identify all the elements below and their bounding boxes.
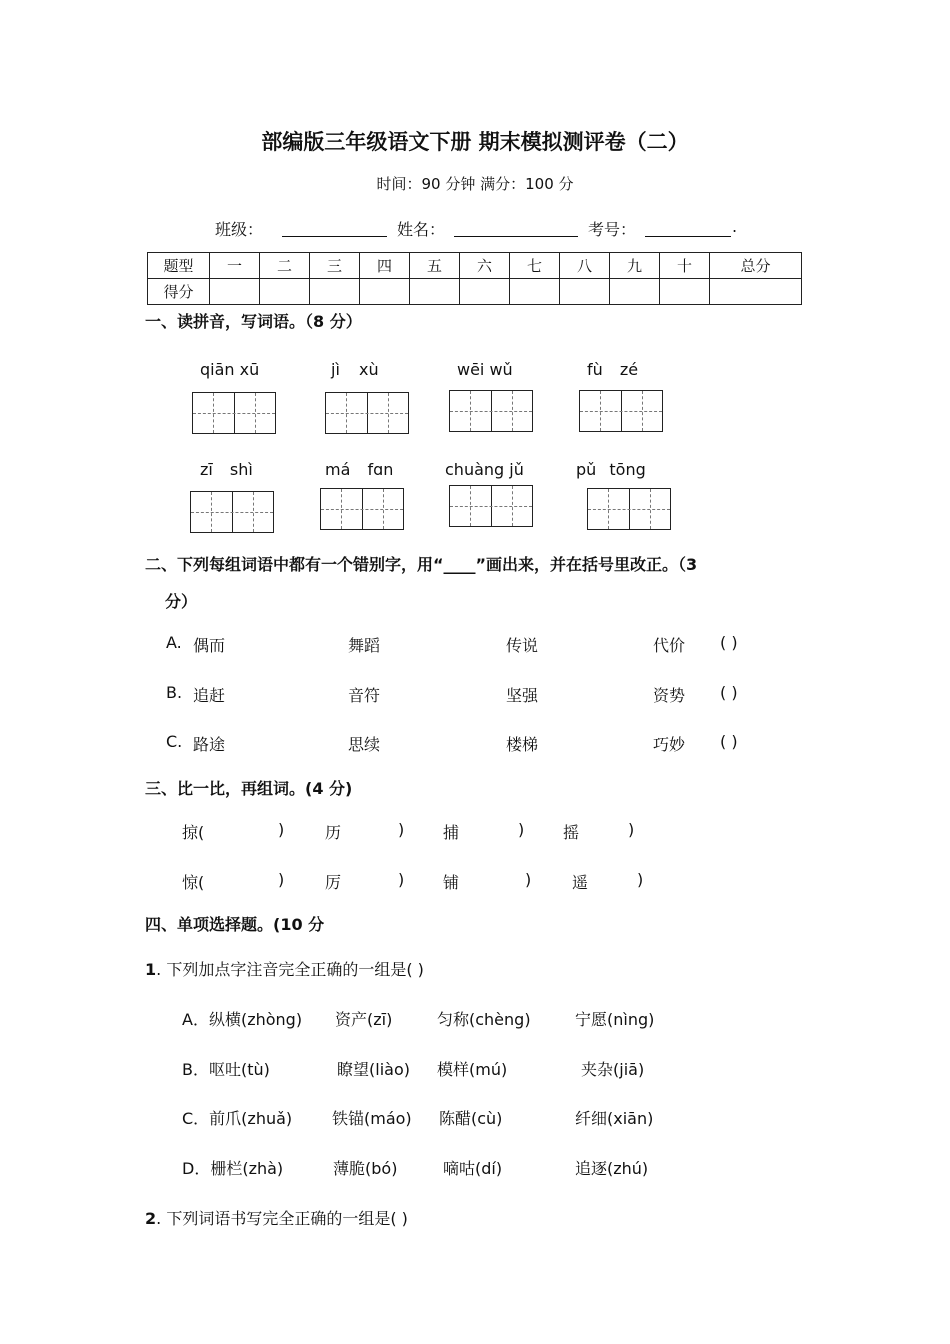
table-cell: 六 bbox=[460, 253, 510, 279]
table-cell: 一 bbox=[210, 253, 260, 279]
score-cell[interactable] bbox=[260, 279, 310, 305]
answer-blank[interactable]: ( ) bbox=[720, 633, 738, 652]
word: 坚强 bbox=[506, 686, 539, 705]
writing-grid[interactable] bbox=[192, 392, 276, 434]
char-prompt: 铺 bbox=[443, 873, 460, 892]
char-prompt: 遥 bbox=[572, 873, 589, 892]
name-field[interactable] bbox=[454, 236, 578, 237]
answer-blank[interactable]: ( ) bbox=[720, 683, 738, 702]
word: 巧妙 bbox=[653, 735, 686, 754]
pinyin-label: chuàng jǔ bbox=[445, 460, 524, 479]
pinyin-label: wēi wǔ bbox=[457, 360, 513, 379]
table-cell: 四 bbox=[360, 253, 410, 279]
score-cell[interactable] bbox=[710, 279, 802, 305]
char-prompt: 掠( bbox=[182, 823, 205, 842]
choice-word: 薄脆(bó) bbox=[333, 1159, 398, 1178]
question-1 bbox=[145, 957, 424, 980]
table-cell: 二 bbox=[260, 253, 310, 279]
char-prompt: 历 bbox=[325, 823, 342, 842]
score-cell[interactable] bbox=[510, 279, 560, 305]
section-4-heading: 四、单项选择题。(10 分 bbox=[145, 915, 325, 934]
table-cell: 题型 bbox=[148, 253, 210, 279]
word: 音符 bbox=[348, 686, 381, 705]
score-table bbox=[147, 252, 802, 305]
writing-grid[interactable] bbox=[320, 488, 404, 530]
pinyin-label: fù zé bbox=[587, 360, 639, 379]
paren-close: ) bbox=[628, 820, 635, 839]
choice-word: 资产(zī) bbox=[335, 1010, 393, 1029]
question-number: 2 bbox=[145, 1209, 157, 1228]
section-2-heading-cont: 分） bbox=[165, 592, 198, 611]
option-label: B. bbox=[166, 683, 183, 702]
number-field[interactable] bbox=[645, 236, 731, 237]
question-text: . 下列词语书写完全正确的一组是( ) bbox=[156, 1209, 408, 1228]
number-label: 考号： bbox=[588, 220, 637, 239]
word: 路途 bbox=[193, 735, 226, 754]
score-cell[interactable] bbox=[310, 279, 360, 305]
section-1-heading: 一、读拼音，写词语。（8 分） bbox=[145, 312, 362, 331]
choice-word: 铁锚(máo) bbox=[332, 1109, 412, 1128]
paren-close: ) bbox=[518, 820, 525, 839]
writing-grid[interactable] bbox=[587, 488, 671, 530]
word: 偶而 bbox=[193, 636, 226, 655]
choice-word: 瞭望(liào) bbox=[337, 1060, 410, 1079]
choice-option[interactable]: B．呕吐(tù) bbox=[182, 1060, 270, 1079]
score-cell[interactable] bbox=[610, 279, 660, 305]
pinyin-label: má fɑn bbox=[325, 460, 394, 479]
choice-word: 纤细(xiān) bbox=[575, 1109, 654, 1128]
paren-close: ) bbox=[525, 870, 532, 889]
table-cell: 得分 bbox=[148, 279, 210, 305]
word: 追赶 bbox=[193, 686, 226, 705]
choice-option[interactable]: D．栅栏(zhà) bbox=[182, 1159, 284, 1178]
table-cell: 三 bbox=[310, 253, 360, 279]
table-cell: 总分 bbox=[710, 253, 802, 279]
choice-word: 陈醋(cù) bbox=[439, 1109, 503, 1128]
writing-grid[interactable] bbox=[190, 491, 274, 533]
writing-grid[interactable] bbox=[325, 392, 409, 434]
score-cell[interactable] bbox=[410, 279, 460, 305]
pinyin-label: zī shì bbox=[200, 460, 253, 479]
choice-option[interactable]: A．纵横(zhòng) bbox=[182, 1010, 303, 1029]
word: 思续 bbox=[348, 735, 381, 754]
class-field[interactable] bbox=[282, 236, 387, 237]
char-prompt: 捕 bbox=[443, 823, 460, 842]
choice-word: 宁愿(nìng) bbox=[575, 1010, 655, 1029]
class-label: 班级： bbox=[215, 220, 264, 239]
word: 代价 bbox=[653, 636, 686, 655]
score-cell[interactable] bbox=[360, 279, 410, 305]
table-cell: 九 bbox=[610, 253, 660, 279]
score-cell[interactable] bbox=[560, 279, 610, 305]
table-cell: 五 bbox=[410, 253, 460, 279]
choice-word: 匀称(chèng) bbox=[437, 1010, 531, 1029]
char-prompt: 惊( bbox=[182, 873, 205, 892]
word: 资势 bbox=[653, 686, 686, 705]
answer-blank[interactable]: ( ) bbox=[720, 732, 738, 751]
word: 楼梯 bbox=[506, 735, 539, 754]
paren-close: ) bbox=[398, 870, 405, 889]
table-cell: 七 bbox=[510, 253, 560, 279]
choice-word: 追逐(zhú) bbox=[575, 1159, 649, 1178]
section-3-heading: 三、比一比，再组词。(4 分) bbox=[145, 779, 353, 798]
choice-word: 夹杂(jiā) bbox=[581, 1060, 645, 1079]
choice-option[interactable]: C．前爪(zhuǎ) bbox=[182, 1109, 293, 1128]
option-label: C. bbox=[166, 732, 183, 751]
paren-close: ) bbox=[278, 820, 285, 839]
char-prompt: 摇 bbox=[563, 823, 580, 842]
choice-word: 嘀咕(dí) bbox=[443, 1159, 503, 1178]
question-text: . 下列加点字注音完全正确的一组是( ) bbox=[156, 960, 424, 979]
table-row bbox=[148, 253, 802, 279]
writing-grid[interactable] bbox=[449, 390, 533, 432]
score-cell[interactable] bbox=[660, 279, 710, 305]
table-cell: 十 bbox=[660, 253, 710, 279]
score-cell[interactable] bbox=[460, 279, 510, 305]
pinyin-label: qiān xū bbox=[200, 360, 260, 379]
writing-grid[interactable] bbox=[449, 485, 533, 527]
name-label: 姓名： bbox=[397, 220, 446, 239]
char-prompt: 厉 bbox=[325, 873, 342, 892]
end-mark: . bbox=[732, 217, 738, 236]
question-2 bbox=[145, 1206, 408, 1229]
table-row bbox=[148, 279, 802, 305]
pinyin-label: jì xù bbox=[331, 360, 379, 379]
paren-close: ) bbox=[398, 820, 405, 839]
pinyin-label: pǔ tōng bbox=[576, 460, 646, 479]
exam-meta: 时间：90 分钟 满分：100 分 bbox=[376, 175, 574, 193]
paren-close: ) bbox=[637, 870, 644, 889]
word: 舞蹈 bbox=[348, 636, 381, 655]
option-label: A. bbox=[166, 633, 182, 652]
table-cell: 八 bbox=[560, 253, 610, 279]
score-cell[interactable] bbox=[210, 279, 260, 305]
question-number: 1 bbox=[145, 960, 157, 979]
writing-grid[interactable] bbox=[579, 390, 663, 432]
choice-word: 模样(mú) bbox=[437, 1060, 508, 1079]
word: 传说 bbox=[506, 636, 539, 655]
section-2-heading: 二、下列每组词语中都有一个错别字，用“____”画出来，并在括号里改正。（3 bbox=[145, 555, 698, 574]
page-title: 部编版三年级语文下册 期末模拟测评卷（二） bbox=[261, 130, 689, 154]
paren-close: ) bbox=[278, 870, 285, 889]
